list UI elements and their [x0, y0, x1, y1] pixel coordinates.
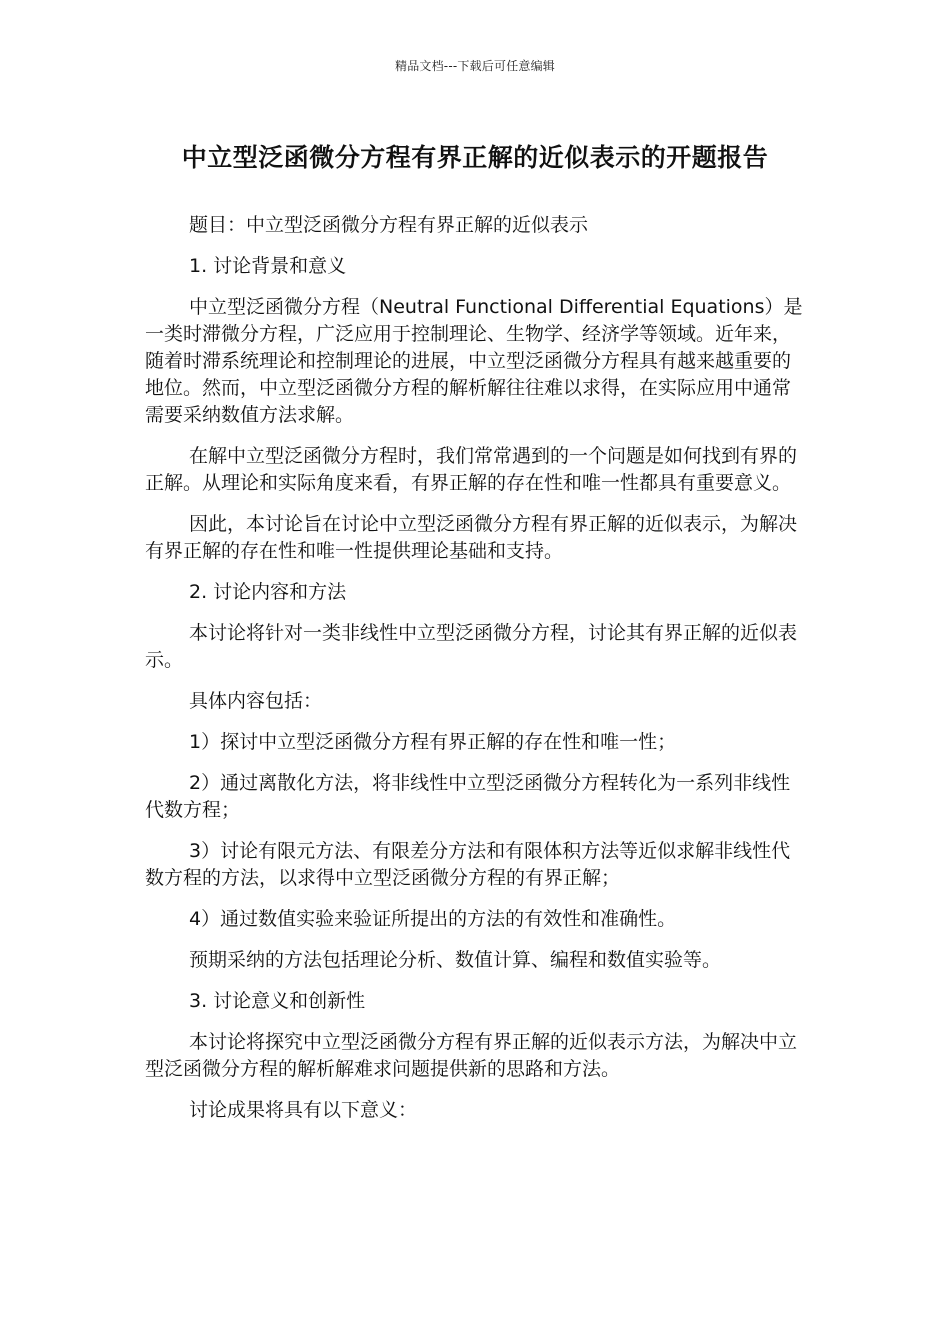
- document-title: 中立型泛函微分方程有界正解的近似表示的开题报告: [181, 143, 769, 172]
- document-body: [145, 212, 807, 1138]
- header-note: 精品文档---下载后可任意编辑: [395, 59, 555, 73]
- list-item: 2）通过离散化方法，将非线性中立型泛函微分方程转化为一系列非线性代数方程；: [145, 772, 791, 821]
- paragraph-background-3: 因此，本讨论旨在讨论中立型泛函微分方程有界正解的近似表示，为解决有界正解的存在性和唯一性提供理论基础和支持。: [145, 513, 798, 562]
- paragraph-content-2: 具体内容包括：: [189, 690, 323, 712]
- list-item: 1）探讨中立型泛函微分方程有界正解的存在性和唯一性；: [189, 731, 677, 753]
- topic-line: 题目：中立型泛函微分方程有界正解的近似表示: [189, 214, 589, 236]
- list-item: 4）通过数值实验来验证所提出的方法的有效性和准确性。: [189, 908, 677, 930]
- paragraph-background-2: 在解中立型泛函微分方程时，我们常常遇到的一个问题是如何找到有界的正解。从理论和实际角度来看，有界正解的存在性和唯一性都具有重要意义。: [145, 445, 798, 494]
- section-heading-significance: 3. 讨论意义和创新性: [189, 990, 366, 1012]
- section-heading-background: 1. 讨论背景和意义: [189, 255, 347, 277]
- paragraph-content-1: 本讨论将针对一类非线性中立型泛函微分方程，讨论其有界正解的近似表示。: [145, 622, 798, 671]
- paragraph-methods: 预期采纳的方法包括理论分析、数值计算、编程和数值实验等。: [189, 949, 722, 971]
- paragraph-significance-2: 讨论成果将具有以下意义：: [189, 1099, 418, 1121]
- paragraph-significance-1: 本讨论将探究中立型泛函微分方程有界正解的近似表示方法，为解决中立型泛函微分方程的解析解难求问题提供新的思路和方法。: [145, 1031, 798, 1080]
- section-heading-content: 2. 讨论内容和方法: [189, 581, 347, 603]
- list-item: 3）讨论有限元方法、有限差分方法和有限体积方法等近似求解非线性代数方程的方法，以求得中立型泛函微分方程的有界正解；: [145, 840, 791, 889]
- paragraph-background-1: 中立型泛函微分方程（Neutral Functional Differential Equations）是一类时滞微分方程，广泛应用于控制理论、生物学、经济学等领域。近年来，随着时滞系统理论和控制理论的进展，中立型泛函微分方程具有越来越重要的地位。然而，中立型泛函微分方程的解析解往往难以求得，在实际应用中通常需要采纳数值方法求解。: [145, 296, 803, 426]
